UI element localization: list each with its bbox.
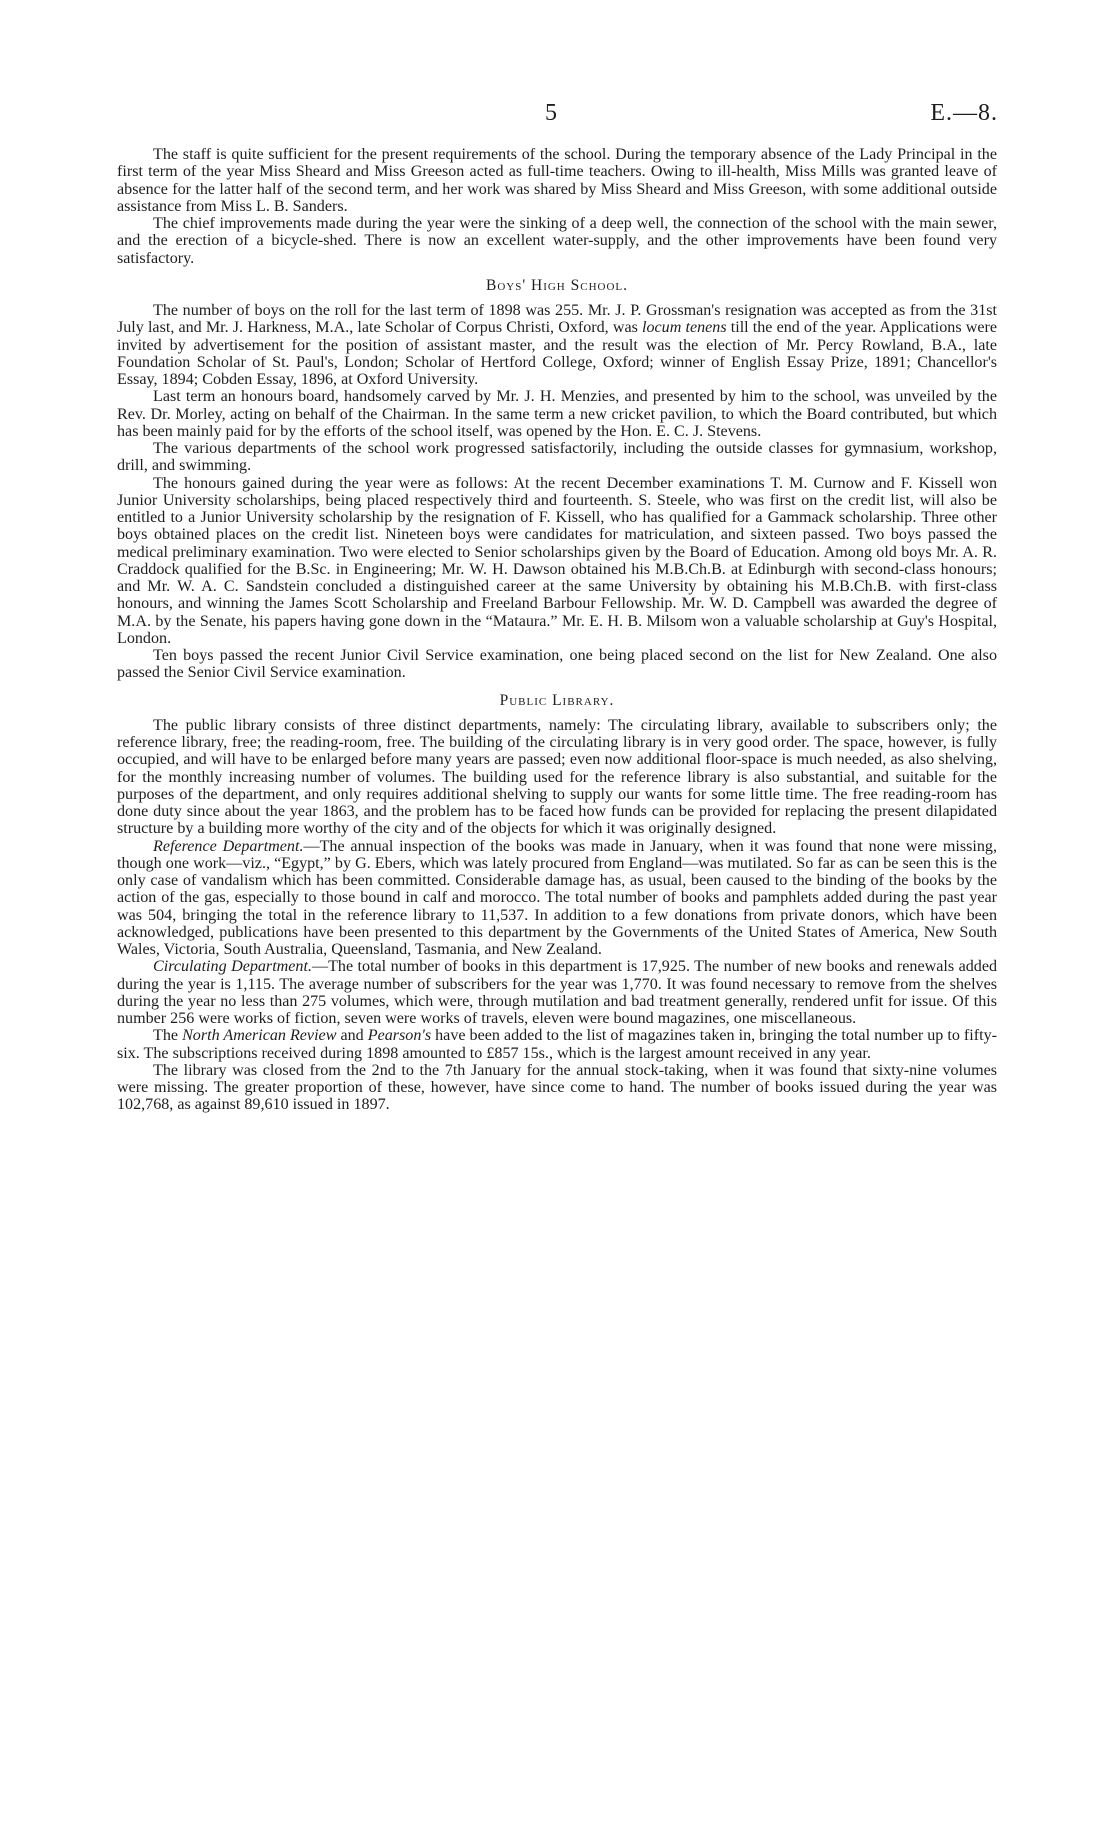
intro-paragraph-improvements: The chief improvements made during the year were the sinking of a deep well, the connection of the school with the main sewer, and the erection of a bicycle-shed. There is now an excellent water-supply, and the other improvements have been found very satisfactory. — [117, 215, 997, 267]
library-paragraph-stocktaking: The library was closed from the 2nd to the 7th January for the annual stock-taking, when it was found that sixty-nine volumes were missing. The greater proportion of these, however, have since come to hand. The number of books issued during the year was 102,768, as against 89,610 issued in 1897. — [117, 1061, 997, 1114]
library-paragraph-reference — [117, 838, 997, 959]
intro-paragraph-staff: The staff is quite sufficient for the present requirements of the school. During the temporary absence of the Lady Principal in the first term of the year Miss Sheard and Miss Greeson acted as full-time teachers. Owing to ill-health, Miss Mills was granted leave of absence for the latter half of the second term, and her work was shared by Miss Sheard and Miss Greeson, with some additional outside assistance from Miss L. B. Sanders. — [117, 146, 997, 215]
page-header — [0, 100, 1114, 130]
library-paragraph-overview: The public library consists of three distinct departments, namely: The circulating library, available to subscribers only; the reference library, free; the reading-room, free. The building of the circulating library is in very good order. The space, however, is fully occupied, and will have to be enlarged before many years are passed; even now additional floor-space is much needed, as also shelving, for the monthly increasing number of volumes. The building used for the reference library is also substantial, and suitable for the purposes of the department, and only requires additional shelving to supply our wants for some little time. The free reading-room has done duty since about the year 1863, and the problem has to be faced how funds can be provided for replacing the present dilapidated structure by a building more worthy of the city and of the objects for which it was originally designed. — [117, 716, 997, 838]
magazines-text-a: The — [153, 1027, 183, 1045]
reference-department-text: —The annual inspection of the books was made in January, when it was found that none were missing, though one work—viz., “Egypt,” by G. Ebers, which was lately procured from England—was mutilated. So far as can be seen this is the only case of vandalism which has been committed. Considerable damage has, as usual, been caused to the binding of the books by the action of the gas, especially to those bound in calf and morocco. The total number of books and pamphlets added during the past year was 504, bringing the total in the reference library to 11,537. In addition to a few donations from private donors, which have been acknowledged, publications have been presented to this department by the Governments of the United States of America, New South Wales, Victoria, South Australia, Queensland, Tasmania, and New Zealand. — [117, 837, 997, 958]
section-heading-public-library: Public Library. — [499, 691, 615, 709]
boys-paragraph-departments: The various departments of the school work progressed satisfactorily, including the outside classes for gymnasium, workshop, drill, and swimming. — [117, 440, 997, 475]
library-paragraph-circulating — [117, 958, 997, 1027]
magazine-title-north-american-review: North American Review — [182, 1027, 337, 1045]
boys-paragraph-roll-text-a: The number of boys on the roll for the last term of 1898 was 255. Mr. J. P. Grossman's resignation was accepted as from the 31st July last, and Mr. J. Harkness, M.A., late Scholar of Corpus Christi, Oxford, was — [117, 302, 997, 337]
circulating-department-text: —The total number of books in this department is 17,925. The number of new books and renewals added during the year is 1,115. The average number of subscribers for the year was 1,770. It was found necessary to remove from the shelves during the year no less than 275 volumes, which were, through mutilation and bad treatment generally, rendered unfit for issue. Of this number 256 were works of fiction, seven were works of travels, eleven were bound magazines, one miscellaneous. — [117, 958, 998, 1027]
page-number: 5 — [545, 100, 557, 126]
library-paragraph-magazines — [117, 1027, 997, 1062]
magazines-text-b: and — [336, 1027, 368, 1045]
reference-department-label: Reference Department. — [153, 837, 304, 855]
boys-paragraph-honours: The honours gained during the year were as follows: At the recent December examinations T. M. Curnow and F. Kissell won Junior University scholarships, being placed respectively third and fourteenth. S. Steele, who was first on the credit list, will also be entitled to a Junior University scholarship by the resignation of F. Kissell, who has qualified for a Gammack scholarship. Three other boys obtained places on the credit list. Nineteen boys were candidates for matriculation, and sixteen passed. Two boys passed the medical preliminary examination. Two were elected to Senior scholarships given by the Board of Education. Among old boys Mr. A. R. Craddock qualified for the B.Sc. in Engineering; Mr. W. H. Dawson obtained his M.B.Ch.B. at Edinburgh with second-class honours; and Mr. W. A. C. Sandstein concluded a distinguished career at the same University by obtaining his M.B.Ch.B. with first-class honours, and winning the James Scott Scholarship and Freeland Barbour Fellowship. Mr. W. D. Campbell was awarded the degree of M.A. by the Senate, his papers having gone down in the “Mataura.” Mr. E. H. B. Milsom won a valuable scholarship at Guy's Hospital, London. — [117, 474, 997, 647]
magazine-title-pearsons: Pearson's — [367, 1027, 432, 1045]
document-reference: E.—8. — [930, 100, 998, 126]
circulating-department-label: Circulating Department. — [153, 958, 312, 976]
page-body — [117, 146, 997, 1114]
magazines-text-c: have been added to the list of magazines taken in, bringing the total number up to fifty-six. The subscriptions received during 1898 amounted to £857 15s., which is the largest amount received in any year. — [117, 1027, 997, 1062]
boys-paragraph-roll-text-b: till the end of the year. Applications were invited by advertisement for the position of assistant master, and the result was the election of Mr. Percy Rowland, B.A., late Foundation Scholar of St. Paul's, London; Scholar of Hertford College, Oxford; winner of English Essay Prize, 1891; Chancellor's Essay, 1894; Cobden Essay, 1896, at Oxford University. — [117, 319, 997, 388]
section-heading-boys-high-school: Boys' High School. — [485, 276, 628, 294]
boys-paragraph-roll — [117, 302, 997, 388]
boys-paragraph-civil-service: Ten boys passed the recent Junior Civil Service examination, one being placed second on the list for New Zealand. One also passed the Senior Civil Service examination. — [117, 647, 997, 682]
boys-paragraph-honours-board: Last term an honours board, handsomely carved by Mr. J. H. Menzies, and presented by him to the school, was unveiled by the Rev. Dr. Morley, acting on behalf of the Chairman. In the same term a new cricket pavilion, to which the Board contributed, but which has been mainly paid for by the efforts of the school itself, was opened by the Hon. E. C. J. Stevens. — [117, 388, 997, 440]
boys-paragraph-roll-italic: locum tenens — [642, 319, 727, 337]
